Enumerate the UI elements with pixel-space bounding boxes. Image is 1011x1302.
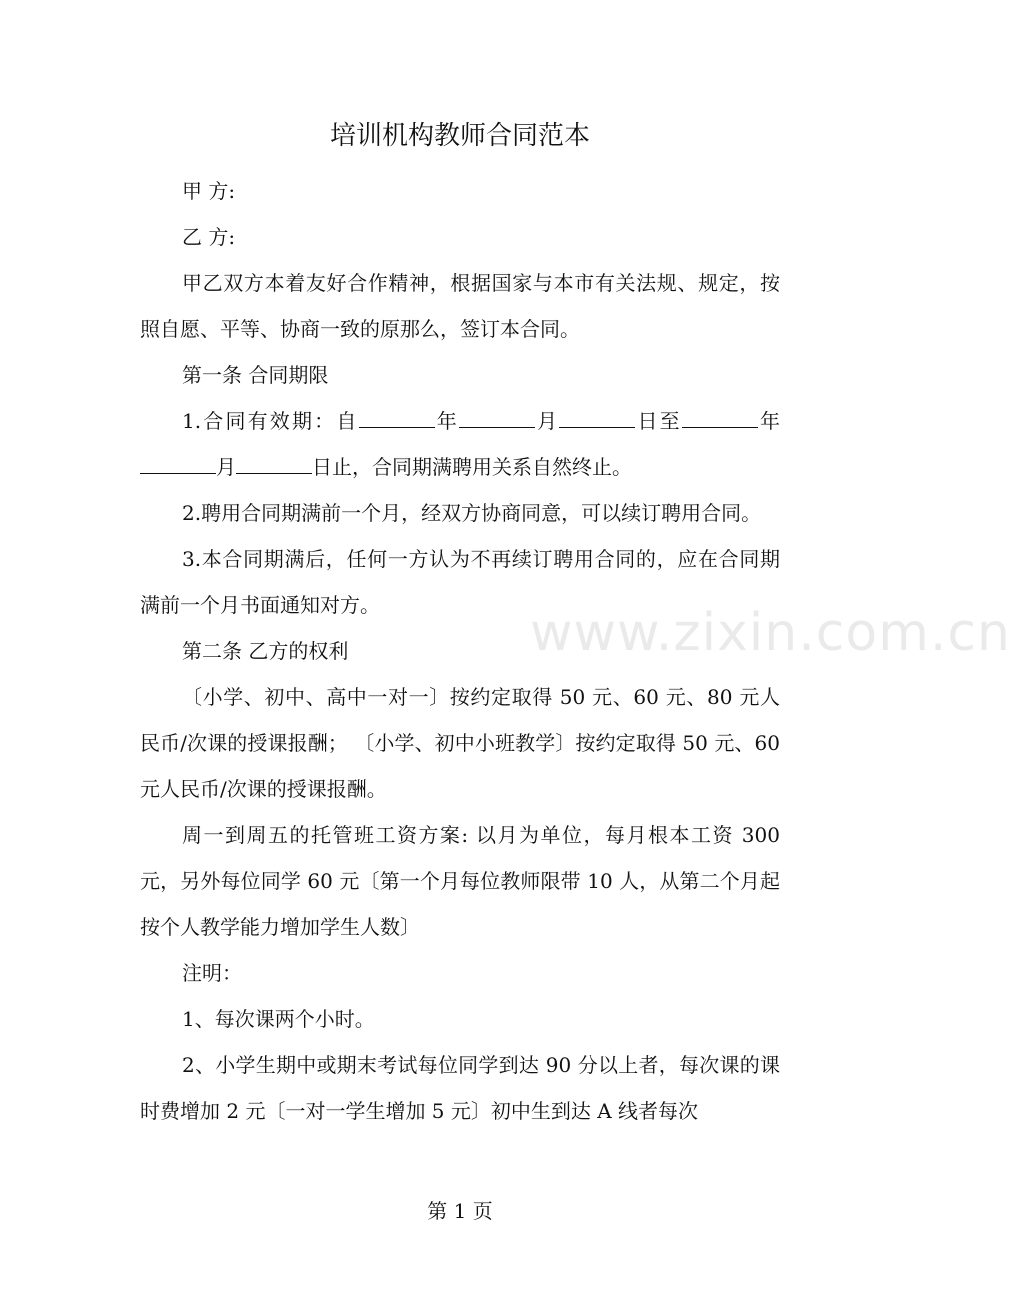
- intro-paragraph: 甲乙双方本着友好合作精神，根据国家与本市有关法规、规定，按照自愿、平等、协商一致的原那么，签订本合同。: [140, 271, 780, 341]
- clause-1-month-end: 月: [216, 455, 236, 479]
- clause-1-year-end: 年: [757, 409, 781, 433]
- article-2-heading: 第二条 乙方的权利: [182, 639, 349, 663]
- note-1: 1、每次课两个小时。: [182, 1007, 375, 1031]
- page-number-footer: 第 1 页: [427, 1199, 493, 1223]
- clause-1-suffix: 日止，合同期满聘用关系自然终止。: [312, 455, 632, 479]
- note-2: 2、小学生期中或期末考试每位同学到达 90 分以上者，每次课的课时费增加 2 元〔一对一学生增加 5 元〕初中生到达 A 线者每次: [140, 1053, 780, 1123]
- blank-day-start: [559, 409, 635, 428]
- clause-2: 2.聘用合同期满前一个月，经双方协商同意，可以续订聘用合同。: [182, 501, 762, 525]
- clause-1-day-to: 日至: [635, 409, 682, 433]
- document-title: 培训机构教师合同范本: [329, 121, 590, 151]
- blank-day-end: [236, 455, 312, 474]
- rights-paragraph: 〔小学、初中、高中一对一〕按约定取得 50 元、60 元、80 元人民币/次课的授课报酬； 〔小学、初中小班教学〕按约定取得 50 元、60 元人民币/次课的授课报酬。: [140, 685, 780, 801]
- party-b-line: 乙 方:: [182, 225, 236, 249]
- salary-paragraph: 周一到周五的托管班工资方案: 以月为单位，每月根本工资 300 元，另外每位同学 60 元〔第一个月每位教师限带 10 人，从第二个月起按个人教学能力增加学生人数〕: [140, 823, 780, 939]
- clause-1-year: 年: [434, 409, 459, 433]
- blank-month-end: [140, 455, 216, 474]
- watermark: www.zixin.com.cn: [530, 603, 1011, 663]
- blank-month-start: [459, 409, 535, 428]
- clause-1-prefix: 1.合同有效期：自: [182, 409, 359, 433]
- clause-1-month: 月: [534, 409, 560, 433]
- article-1-heading: 第一条 合同期限: [182, 363, 329, 387]
- party-a-line: 甲 方:: [182, 179, 236, 203]
- blank-year-start: [359, 409, 435, 428]
- blank-year-end: [682, 409, 758, 428]
- clause-1: [140, 398, 780, 490]
- note-heading: 注明：: [182, 961, 242, 985]
- clause-3: 3.本合同期满后，任何一方认为不再续订聘用合同的，应在合同期满前一个月书面通知对方。: [140, 547, 780, 617]
